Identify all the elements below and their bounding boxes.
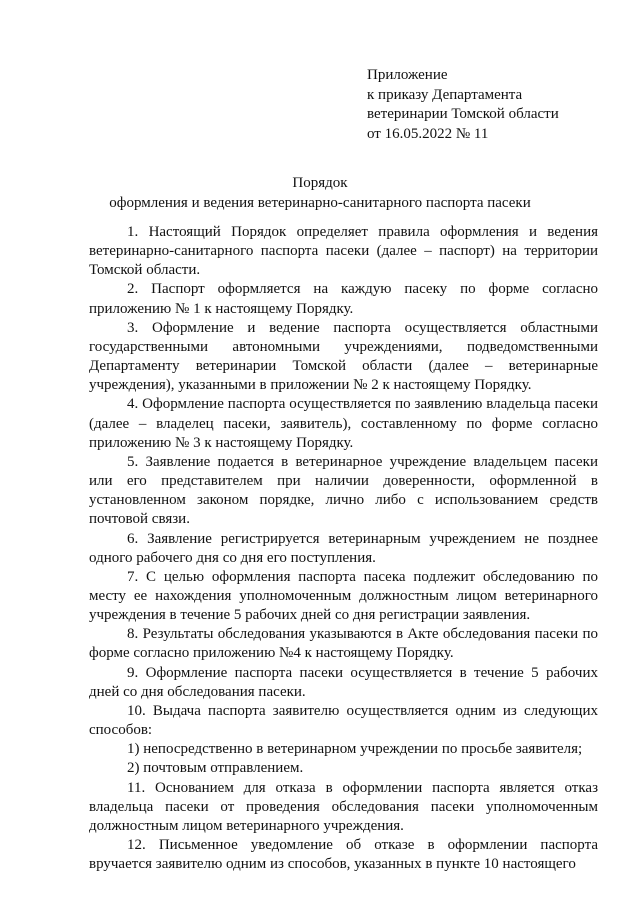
appendix-line-1: Приложение <box>367 67 448 83</box>
paragraph-5: 5. Заявление подается в ветеринарное учреждение владельцем пасеки или его представителем при наличии доверенности, оформленной в установленном законом порядке, лично либо с использованием средств почтовой связи. <box>89 453 598 528</box>
title-line-2: оформления и ведения ветеринарно-санитарного паспорта пасеки <box>109 194 531 211</box>
paragraph-10: 10. Выдача паспорта заявителю осуществляется одним из следующих способов: <box>89 702 598 739</box>
paragraph-2: 2. Паспорт оформляется на каждую пасеку по форме согласно приложению № 1 к настоящему Порядку. <box>89 281 598 317</box>
paragraph-3: 3. Оформление и ведение паспорта осуществляется областными государственными автономными учреждениями, подведомственными Департаменту ветеринарии Томской области (далее – ветеринарные учреждения), указанными в приложении № 2 к настоящему Порядку. <box>89 319 598 394</box>
paragraph-4: 4. Оформление паспорта осуществляется по заявлению владельца пасеки (далее – владелец пасеки, заявитель), составленному по форме согласно приложению № 3 к настоящему Порядку. <box>89 396 598 451</box>
paragraph-7: 7. С целью оформления паспорта пасека подлежит обследованию по месту ее нахождения уполномоченным должностным лицом ветеринарного учреждения в течение 5 рабочих дней со дня регистрации заявления. <box>89 568 598 624</box>
paragraph-9: 9. Оформление паспорта пасеки осуществляется в течение 5 рабочих дней со дня обследования пасеки. <box>89 664 598 700</box>
document-body <box>89 223 598 874</box>
appendix-line-2: к приказу Департамента <box>367 86 523 103</box>
paragraph-6: 6. Заявление регистрируется ветеринарным учреждением не позднее одного рабочего дня со дня его поступления. <box>89 530 598 566</box>
paragraph-11: 11. Основанием для отказа в оформлении паспорта является отказ владельца пасеки от проведения обследования пасеки уполномоченным должностным лицом ветеринарного учреждения. <box>89 779 598 834</box>
paragraph-1: 1. Настоящий Порядок определяет правила оформления и ведения ветеринарно-санитарного паспорта пасеки (далее – паспорт) на территории Томской области. <box>89 224 598 279</box>
document-title <box>0 174 640 213</box>
appendix-line-3: ветеринарии Томской области <box>367 106 559 123</box>
paragraph-8: 8. Результаты обследования указываются в Акте обследования пасеки по форме согласно приложению №4 к настоящему Порядку. <box>89 626 598 662</box>
paragraph-12: 12. Письменное уведомление об отказе в оформлении паспорта вручается заявителю одним из способов, указанных в пункте 10 настоящего <box>89 837 598 873</box>
paragraph-10-item-1: 1) непосредственно в ветеринарном учреждении по просьбе заявителя; <box>127 741 583 758</box>
paragraph-10-item-2: 2) почтовым отправлением. <box>127 760 304 777</box>
appendix-line-4: от 16.05.2022 № 11 <box>367 125 489 142</box>
appendix-header <box>367 66 617 144</box>
title-line-1: Порядок <box>292 175 348 191</box>
